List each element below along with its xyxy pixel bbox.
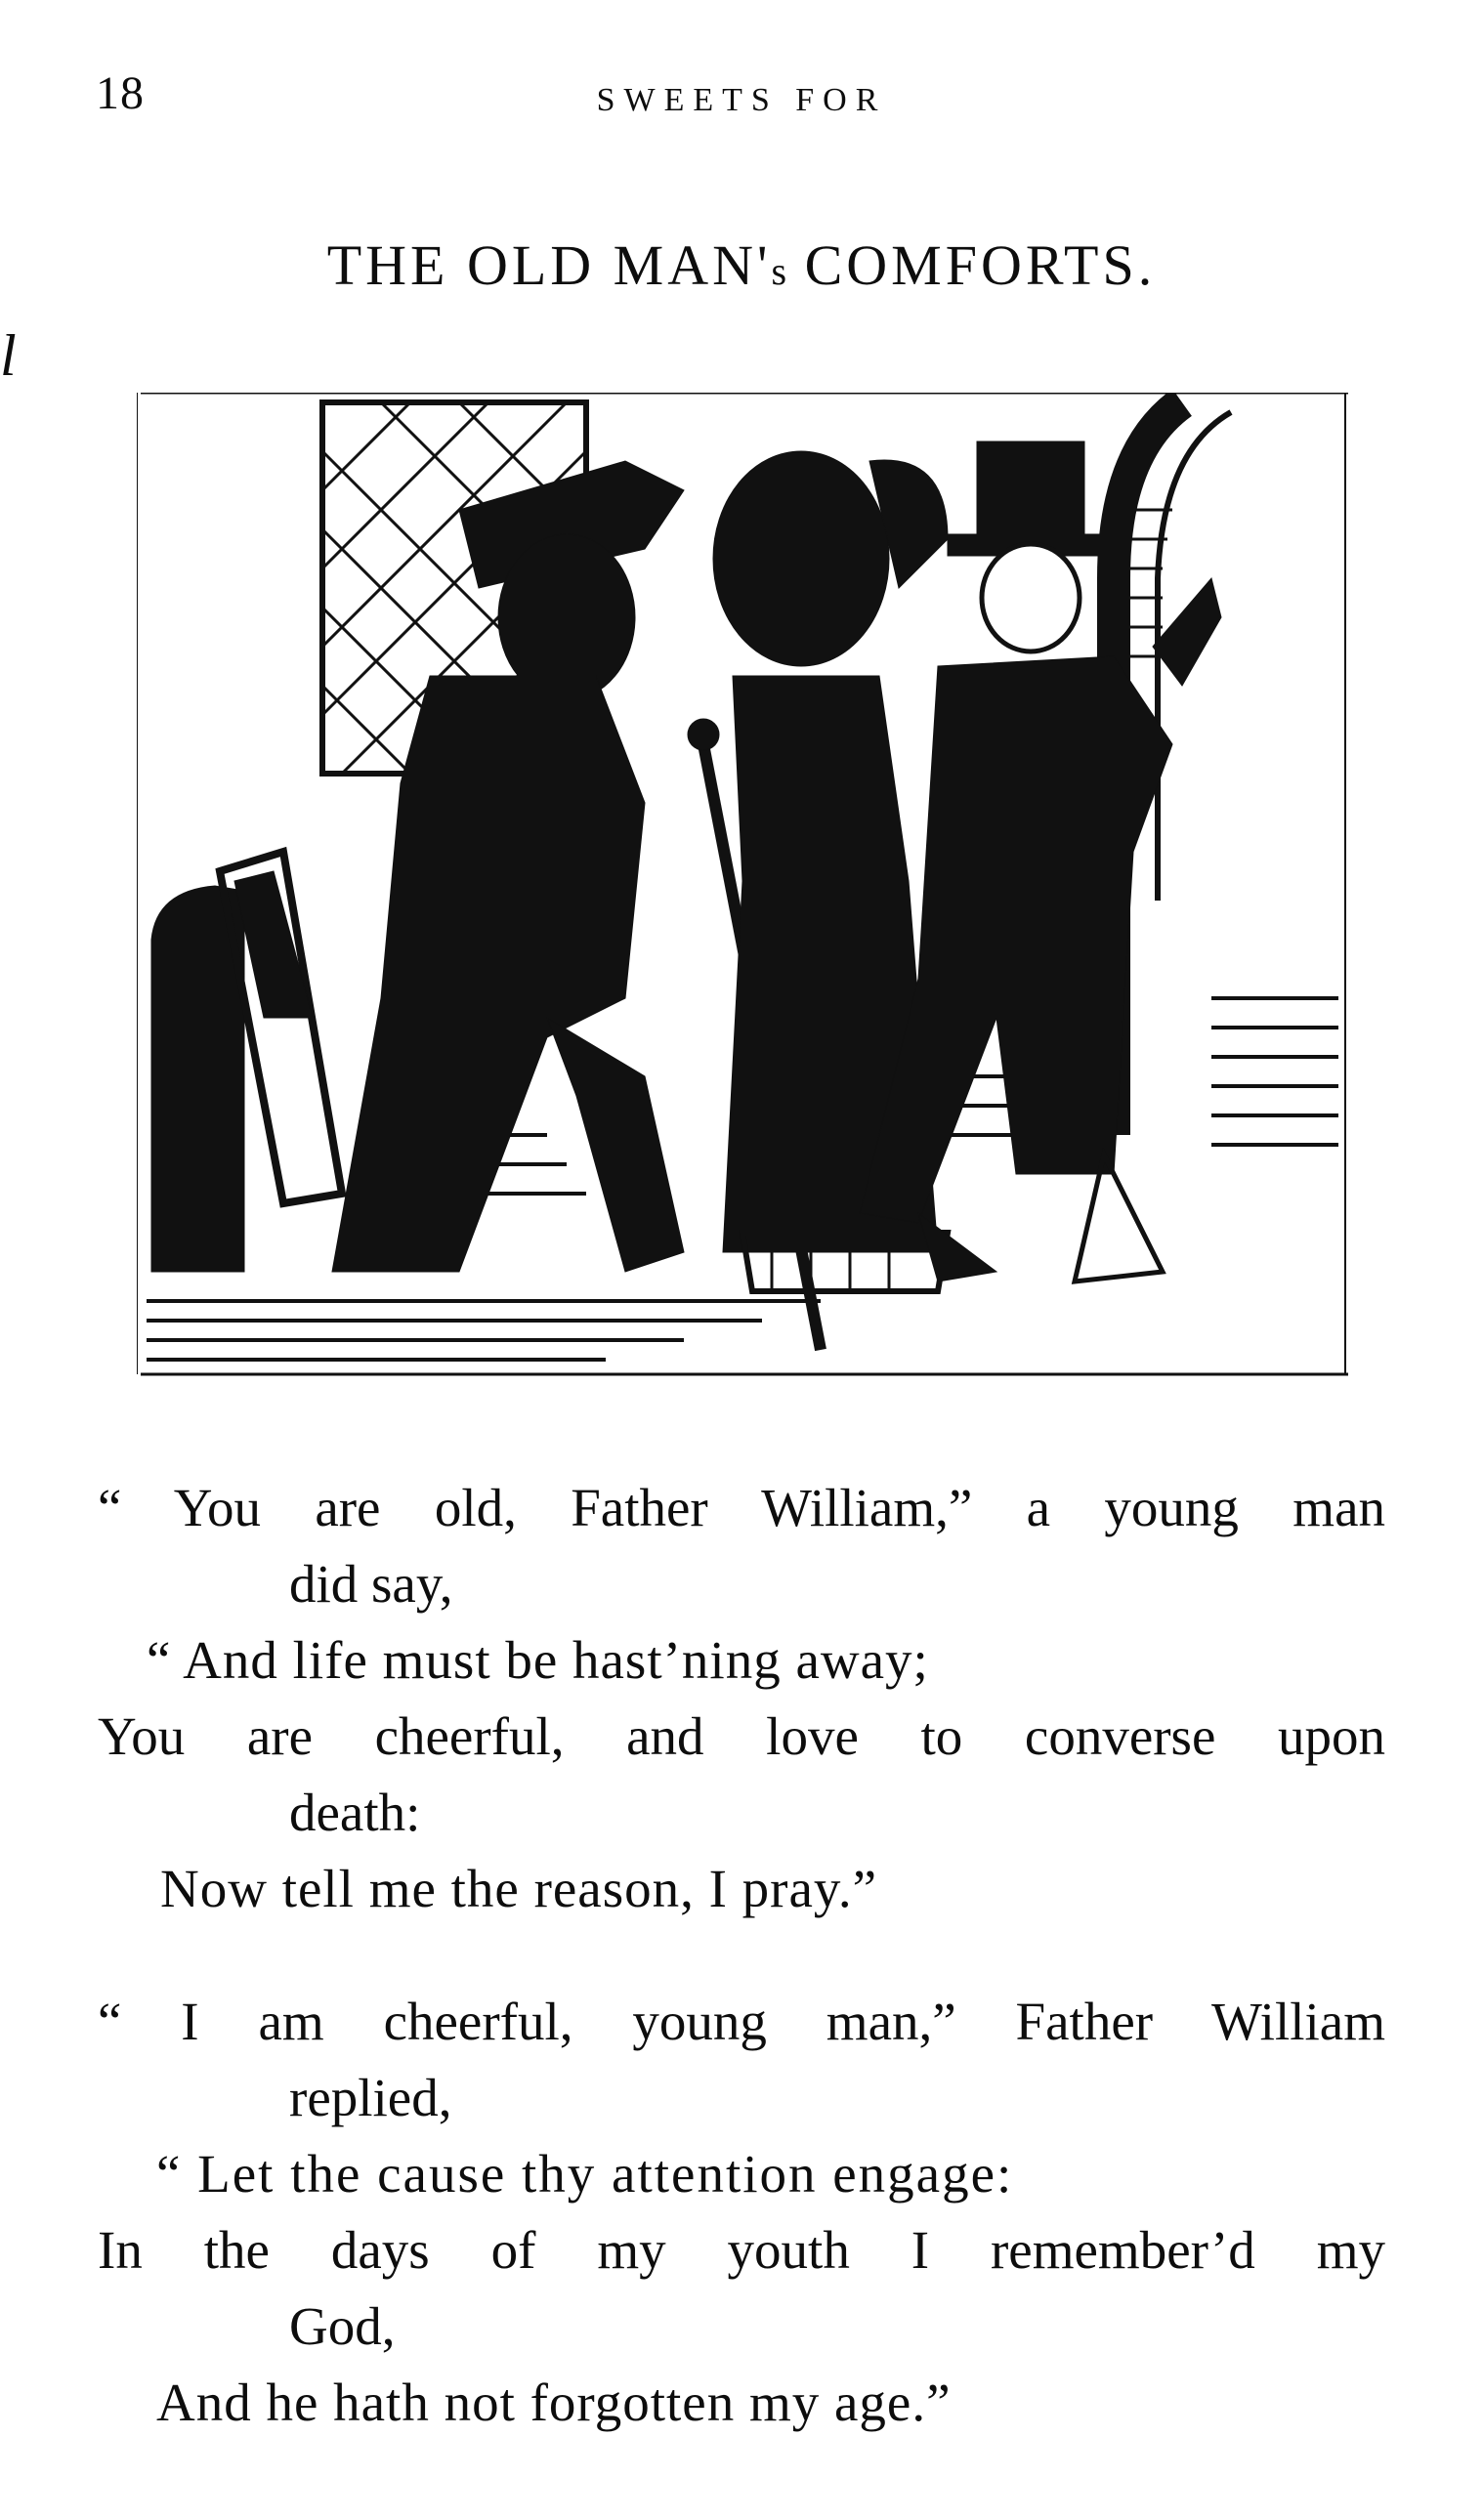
title-small: s <box>771 249 787 293</box>
title-rest: COMFORTS. <box>786 233 1157 297</box>
poem-line: “ I am cheerful, young man,” Father William <box>98 1992 1385 2051</box>
poem-line: “ You are old, Father William,” a young man <box>98 1478 1385 1537</box>
poem-line: In the days of my youth I remember’d my <box>98 2220 1385 2280</box>
poem-line: God, <box>289 2296 396 2356</box>
page-title <box>0 232 1483 298</box>
poem-line: replied, <box>289 2068 452 2127</box>
poem-line: death: <box>289 1783 421 1842</box>
poem-line: Now tell me the reason, I pray.” <box>160 1859 878 1918</box>
running-head: SWEETS FOR <box>596 82 887 118</box>
poem-line: did say, <box>289 1554 453 1614</box>
poem-line: “ Let the cause thy attention engage: <box>156 2144 1014 2204</box>
poem-line: You are cheerful, and love to converse upon <box>98 1706 1385 1766</box>
page-number: 18 <box>96 67 145 119</box>
woodcut-illustration <box>137 393 1348 1379</box>
poem-line: “ And life must be hast’ning away; <box>147 1630 929 1690</box>
gravestones <box>151 852 342 1272</box>
margin-mark: l <box>0 323 17 388</box>
poem-line: And he hath not forgotten my age.” <box>156 2373 952 2432</box>
title-main: THE OLD MAN' <box>326 233 772 297</box>
